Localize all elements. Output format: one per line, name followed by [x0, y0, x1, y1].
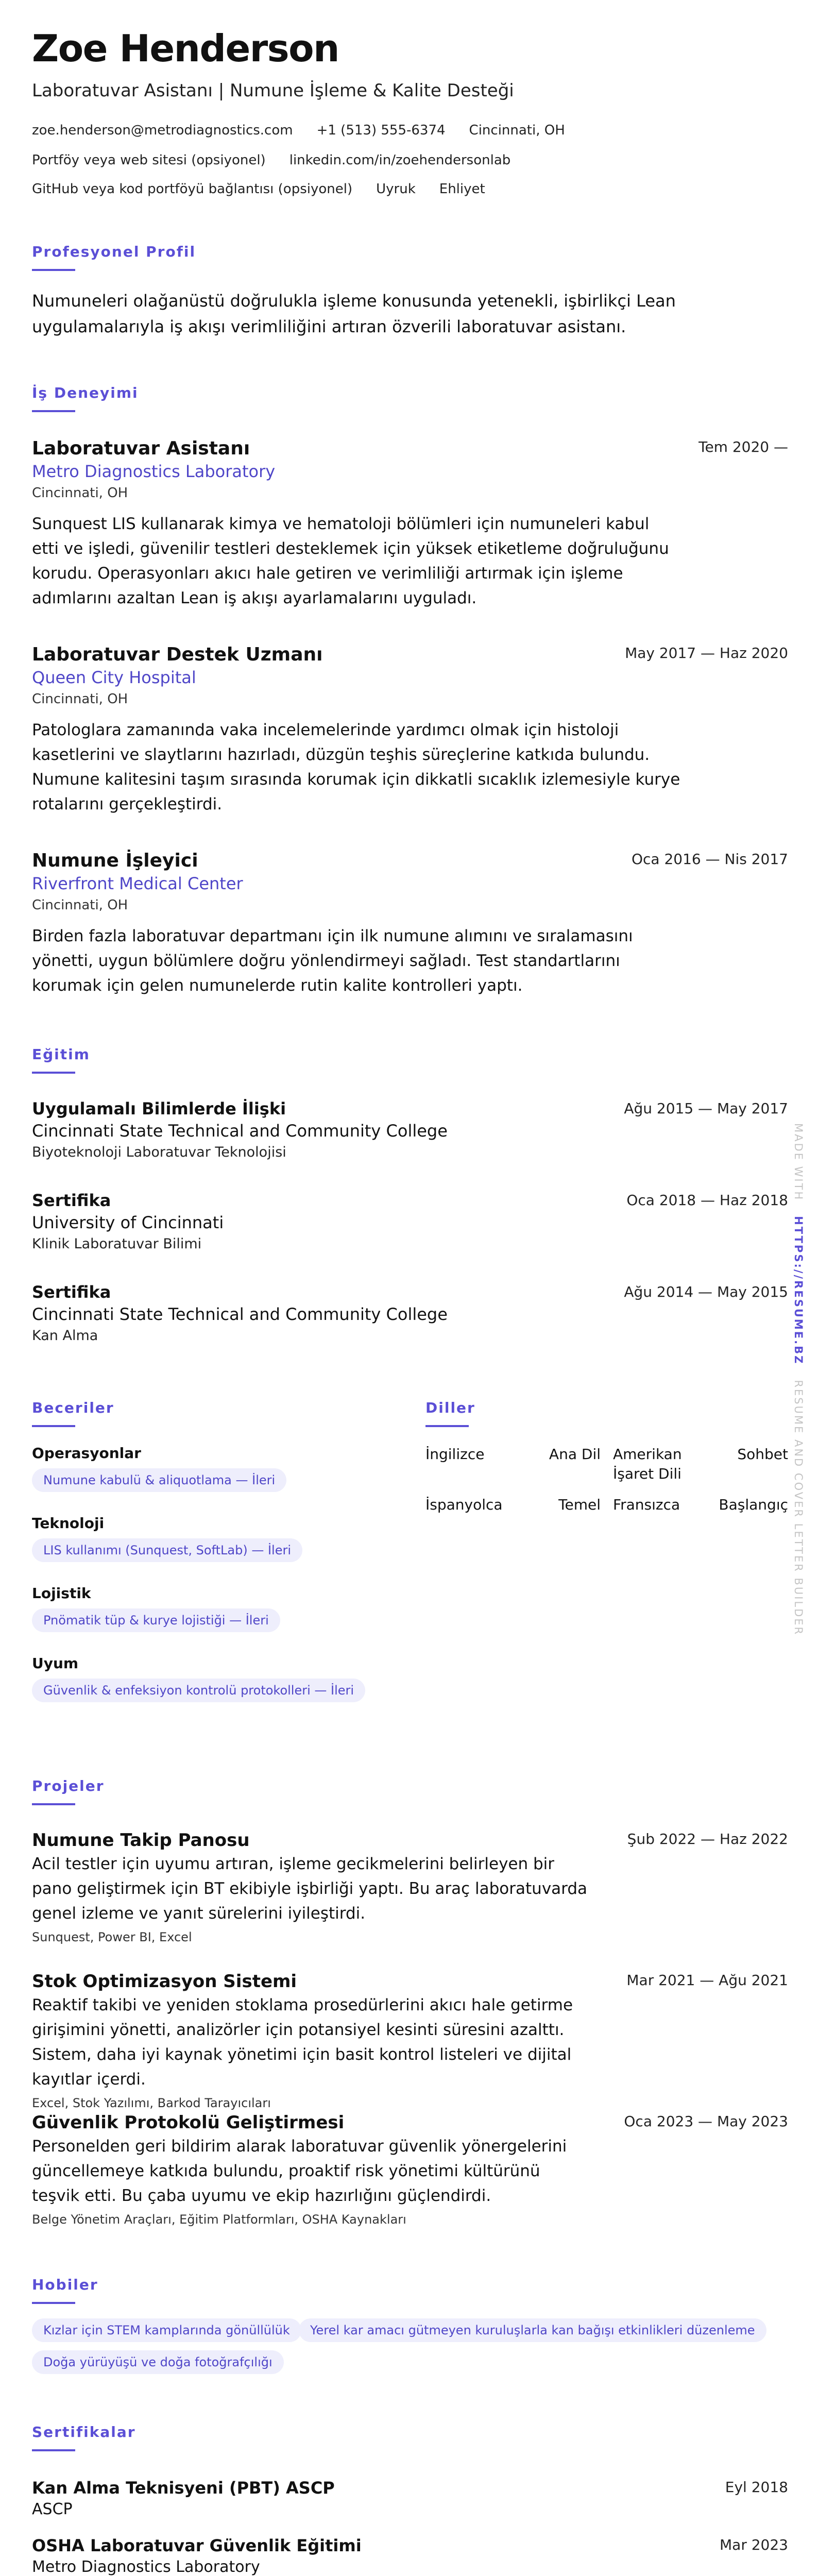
project-name: Numune Takip Panosu: [32, 1830, 250, 1851]
experience-desc: Sunquest LIS kullanarak kimya ve hematoloji bölümleri için numuneleri kabul etti ve işledi, güvenilir testleri desteklemek için yüksek etiketleme doğruluğunu korudu. Operasyonları akıcı hale getiren ve verimliliği artırmak için işleme adımlarını azaltan Lean iş akışı ayarlamalarını uyguladı.: [32, 514, 669, 607]
contact-license: Ehliyet: [439, 181, 485, 197]
education-item: [32, 1098, 788, 1162]
project-date: Mar 2021 — Ağu 2021: [626, 1972, 788, 1989]
language-level: Ana Dil: [549, 1446, 601, 1463]
section-title-experience: İş Deneyimi: [32, 384, 139, 401]
contact-linkedin[interactable]: linkedin.com/in/zoehendersonlab: [289, 152, 511, 168]
contact-row-3: [32, 181, 485, 197]
hobby-pill: Kızlar için STEM kamplarında gönüllülük: [32, 2318, 301, 2342]
contact-row-1: [32, 123, 565, 139]
experience-desc: Birden fazla laboratuvar departmanı için ilk numune alımını ve sıralamasını yönetti, uygun bölümlere doğru yönlendirmeyi sağladı. Test standartlarını korumak için gelen numunelerde rutin kalite kontrolleri yaptı.: [32, 926, 633, 995]
experience-role: Laboratuvar Destek Uzmanı: [32, 644, 323, 665]
language-name: Fransızca: [613, 1496, 680, 1513]
section-underline: [425, 1425, 469, 1427]
experience-item: [32, 643, 788, 817]
project-date: Şub 2022 — Haz 2022: [627, 1831, 788, 1848]
language-name: İngilizce: [425, 1446, 485, 1463]
project-tech: Excel, Stok Yazılımı, Barkod Tarayıcıları: [32, 2096, 271, 2111]
section-underline: [32, 1425, 75, 1427]
section-title-skills: Beceriler: [32, 1399, 114, 1416]
language-row: [425, 1495, 788, 1516]
experience-role: Laboratuvar Asistanı: [32, 438, 250, 459]
experience-item: [32, 437, 788, 611]
education-school: Cincinnati State Technical and Community College: [32, 1121, 448, 1141]
education-item: [32, 1282, 788, 1346]
experience-date: May 2017 — Haz 2020: [625, 645, 788, 662]
builder-watermark: [792, 1123, 805, 1636]
project-date: Oca 2023 — May 2023: [624, 2113, 788, 2130]
contact-location: Cincinnati, OH: [469, 123, 565, 138]
education-degree: Sertifika: [32, 1282, 111, 1302]
education-date: Ağu 2015 — May 2017: [624, 1100, 788, 1117]
profile-summary: Numuneleri olağanüstü doğrulukla işleme konusunda yetenekli, işbirlikçi Lean uygulamalarıyla iş akışı verimliliğini artıran özverili laboratuvar asistanı.: [32, 291, 676, 336]
section-title-certifications: Sertifikalar: [32, 2424, 136, 2441]
skill-category: Lojistik: [32, 1585, 91, 1602]
experience-location: Cincinnati, OH: [32, 485, 128, 501]
section-title-languages: Diller: [425, 1399, 475, 1416]
skill-pill: Güvenlik & enfeksiyon kontrolü protokolleri — İleri: [32, 1679, 365, 1702]
hobby-pill: Yerel kar amacı gütmeyen kuruluşlarla kan bağışı etkinlikleri düzenleme: [299, 2318, 766, 2342]
language-level: Sohbet: [737, 1446, 788, 1463]
section-title-hobbies: Hobiler: [32, 2276, 98, 2293]
project-item: [32, 1829, 788, 1946]
project-desc: Reaktif takibi ve yeniden stoklama prosedürlerini akıcı hale getirme girişimini yönetti, analizörler için potansiyel kesinti süresini azalttı. Sistem, daha iyi kaynak yönetimi için basit kontrol listeleri ve dijital kayıtlar içerdi.: [32, 1996, 573, 2089]
experience-date: Tem 2020 —: [698, 438, 788, 455]
education-item: [32, 1190, 788, 1254]
experience-item: [32, 849, 788, 998]
skill-pill: Pnömatik tüp & kurye lojistiği — İleri: [32, 1608, 280, 1632]
watermark-suffix: RESUME AND COVER LETTER BUILDER: [792, 1380, 805, 1636]
skill-category: Teknoloji: [32, 1515, 105, 1532]
certification-issuer: ASCP: [32, 2500, 73, 2519]
contact-github[interactable]: GitHub veya kod portföyü bağlantısı (opsiyonel): [32, 181, 353, 197]
section-underline: [32, 2302, 75, 2304]
experience-org[interactable]: Metro Diagnostics Laboratory: [32, 462, 276, 481]
certification-issuer: Metro Diagnostics Laboratory: [32, 2558, 260, 2576]
skill-category: Uyum: [32, 1655, 79, 1672]
education-date: Oca 2018 — Haz 2018: [626, 1192, 788, 1209]
education-school: University of Cincinnati: [32, 1212, 224, 1232]
experience-date: Oca 2016 — Nis 2017: [631, 851, 788, 868]
language-name: Amerikan İşaret Dili: [613, 1446, 682, 1482]
contact-phone[interactable]: +1 (513) 555-6374: [316, 123, 446, 138]
language-level: Başlangıç: [719, 1496, 788, 1513]
project-item: [32, 1970, 788, 2112]
candidate-name: Zoe Henderson: [32, 27, 339, 70]
section-title-education: Eğitim: [32, 1046, 90, 1063]
section-underline: [32, 269, 75, 271]
experience-role: Numune İşleyici: [32, 850, 198, 871]
experience-location: Cincinnati, OH: [32, 691, 128, 707]
certification-item: [32, 2535, 788, 2576]
candidate-subtitle: Laboratuvar Asistanı | Numune İşleme & Kalite Desteği: [32, 80, 514, 101]
language-row: [425, 1445, 788, 1486]
certification-name: Kan Alma Teknisyeni (PBT) ASCP: [32, 2478, 335, 2498]
watermark-link[interactable]: HTTPS://RESUME.BZ: [792, 1216, 805, 1365]
section-underline: [32, 1803, 75, 1805]
section-underline: [32, 2449, 75, 2451]
section-underline: [32, 1072, 75, 1074]
experience-org[interactable]: Queen City Hospital: [32, 668, 196, 687]
certification-name: OSHA Laboratuvar Güvenlik Eğitimi: [32, 2536, 362, 2555]
watermark-prefix: MADE WITH: [792, 1123, 805, 1201]
education-school: Cincinnati State Technical and Community College: [32, 1304, 448, 1324]
education-date: Ağu 2014 — May 2015: [624, 1283, 788, 1300]
education-field: Klinik Laboratuvar Bilimi: [32, 1235, 202, 1252]
language-level: Temel: [558, 1496, 601, 1513]
certification-item: [32, 2477, 788, 2520]
certification-date: Mar 2023: [720, 2536, 788, 2553]
section-underline: [32, 410, 75, 412]
contact-row-2: [32, 152, 510, 168]
education-degree: Sertifika: [32, 1191, 111, 1210]
section-title-profile: Profesyonel Profil: [32, 243, 196, 260]
contact-nationality: Uyruk: [376, 181, 416, 197]
contact-email[interactable]: zoe.henderson@metrodiagnostics.com: [32, 123, 293, 138]
project-tech: Sunquest, Power BI, Excel: [32, 1930, 192, 1945]
skill-pill: LIS kullanımı (Sunquest, SoftLab) — İleri: [32, 1538, 302, 1562]
education-degree: Uygulamalı Bilimlerde İlişki: [32, 1099, 286, 1118]
project-name: Stok Optimizasyon Sistemi: [32, 1971, 297, 1992]
skill-pill: Numune kabulü & aliquotlama — İleri: [32, 1468, 286, 1492]
certification-date: Eyl 2018: [725, 2479, 788, 2496]
project-tech: Belge Yönetim Araçları, Eğitim Platformları, OSHA Kaynakları: [32, 2212, 406, 2227]
experience-org[interactable]: Riverfront Medical Center: [32, 874, 243, 893]
project-desc: Acil testler için uyumu artıran, işleme gecikmelerini belirleyen bir pano geliştirmek için BT ekibiyle işbirliği yaptı. Bu araç laboratuvarda genel izleme ve yanıt sürelerini iyileştirdi.: [32, 1855, 588, 1923]
experience-location: Cincinnati, OH: [32, 897, 128, 913]
skill-category: Operasyonlar: [32, 1445, 141, 1462]
education-field: Biyoteknoloji Laboratuvar Teknolojisi: [32, 1144, 286, 1160]
project-item: [32, 2111, 788, 2229]
section-title-projects: Projeler: [32, 1777, 105, 1794]
project-name: Güvenlik Protokolü Geliştirmesi: [32, 2112, 345, 2133]
project-desc: Personelden geri bildirim alarak laboratuvar güvenlik yönergelerini güncellemeye katkıda bulundu, proaktif risk yönetimi kültürünü teşvik etti. Bu çaba uyumu ve ekip hazırlığını güçlendirdi.: [32, 2137, 567, 2206]
experience-desc: Patologlara zamanında vaka incelemelerinde yardımcı olmak için histoloji kasetlerini ve slaytlarını hazırladı, düzgün teşhis süreçlerine katkıda bulundu. Numune kalitesini taşım sırasında korumak için dikkatli sıcaklık izlemesiyle kurye rotalarını gerçekleştirdi.: [32, 720, 680, 814]
education-field: Kan Alma: [32, 1327, 98, 1344]
contact-portfolio[interactable]: Portföy veya web sitesi (opsiyonel): [32, 152, 266, 168]
hobby-pill: Doğa yürüyüşü ve doğa fotoğrafçılığı: [32, 2350, 284, 2374]
language-name: İspanyolca: [425, 1496, 503, 1513]
